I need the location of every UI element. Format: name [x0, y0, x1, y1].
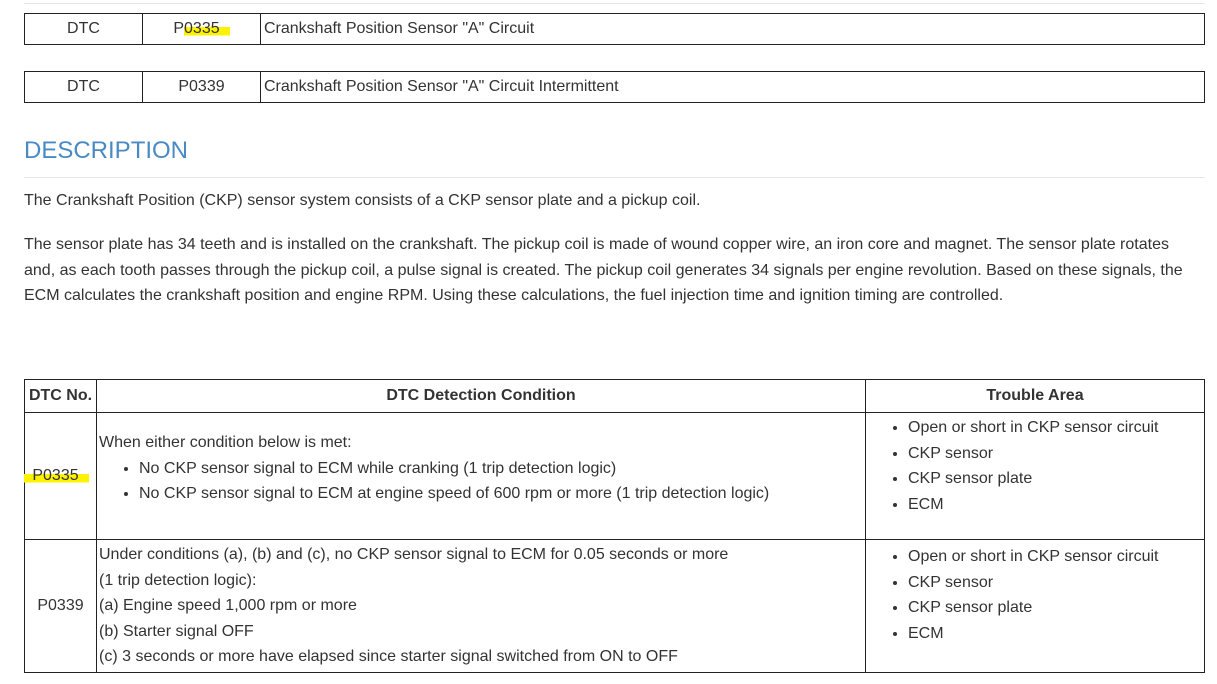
trouble-area-item: • Open or short in CKP sensor circuit: [908, 415, 1202, 441]
heading-divider: [24, 177, 1205, 178]
description-paragraph-1: The Crankshaft Position (CKP) sensor system consists of a CKP sensor plate and a pickup coil.: [24, 192, 701, 209]
condition-line: (a) Engine speed 1,000 rpm or more: [99, 597, 357, 615]
dtc-description: Crankshaft Position Sensor "A" Circuit: [261, 14, 1205, 45]
trouble-area-item: • Open or short in CKP sensor circuit: [908, 544, 1202, 570]
table-row: [25, 72, 1205, 103]
condition-intro: When either condition below is met:: [99, 434, 352, 451]
dtc-code: P0339: [143, 72, 261, 103]
table-row: [25, 540, 1205, 673]
header-trouble-area: Trouble Area: [866, 380, 1205, 413]
description-paragraph-2: The sensor plate has 34 teeth and is installed on the crankshaft. The pickup coil is made of wound copper wire, an iron core and magnet. The sensor plate rotates and, as each tooth passes through the pickup coil, a pulse signal is created. The pickup coil generates 34 signals per engine revolution. Based on these signals, the ECM calculates the crankshaft position and engine RPM. Using these calculations, the fuel injection time and ignition timing are controlled.: [24, 236, 1183, 304]
trouble-area-item: • CKP sensor plate: [908, 466, 1202, 492]
condition-item: • No CKP sensor signal to ECM at engine speed of 600 rpm or more (1 trip detection logic): [139, 481, 863, 507]
dtc-code-prefix: P: [173, 20, 185, 37]
dtc-detection-table: [24, 379, 1205, 673]
trouble-area-cell: [866, 540, 1205, 673]
trouble-area-list: [868, 415, 1202, 517]
dtc-table-p0335: [24, 13, 1205, 45]
condition-line: (1 trip detection logic):: [99, 571, 257, 589]
dtc-code-cell: [25, 413, 97, 540]
condition-list: [99, 456, 863, 507]
trouble-area-list: [868, 544, 1202, 646]
condition-line: (c) 3 seconds or more have elapsed since starter signal switched from ON to OFF: [99, 648, 678, 666]
condition-line: Under conditions (a), (b) and (c), no CKP sensor signal to ECM for 0.05 seconds or more: [99, 546, 729, 564]
top-divider: [24, 3, 1205, 4]
condition-line: (b) Starter signal OFF: [99, 622, 254, 640]
trouble-area-item: • ECM: [908, 621, 1202, 647]
dtc-description: Crankshaft Position Sensor "A" Circuit Intermittent: [261, 72, 1205, 103]
trouble-area-item: • CKP sensor: [908, 441, 1202, 467]
dtc-code: [143, 14, 261, 45]
table-row: [25, 14, 1205, 45]
trouble-area-item: • ECM: [908, 492, 1202, 518]
trouble-area-cell: [866, 413, 1205, 540]
section-heading: DESCRIPTION: [24, 137, 189, 164]
header-condition: DTC Detection Condition: [97, 380, 866, 413]
highlighted-code: 0335: [184, 20, 230, 37]
condition-item: • No CKP sensor signal to ECM while cranking (1 trip detection logic): [139, 456, 863, 482]
table-row: [25, 413, 1205, 540]
condition-cell: [97, 413, 866, 540]
header-dtc-no: DTC No.: [25, 380, 97, 413]
table-header-row: [25, 380, 1205, 413]
trouble-area-item: • CKP sensor plate: [908, 595, 1202, 621]
dtc-code-cell: P0339: [25, 540, 97, 673]
trouble-area-item: • CKP sensor: [908, 570, 1202, 596]
condition-cell: [97, 540, 866, 673]
dtc-table-p0339: [24, 71, 1205, 103]
dtc-label: DTC: [25, 14, 143, 45]
dtc-label: DTC: [25, 72, 143, 103]
highlighted-code: P0335: [24, 467, 88, 484]
